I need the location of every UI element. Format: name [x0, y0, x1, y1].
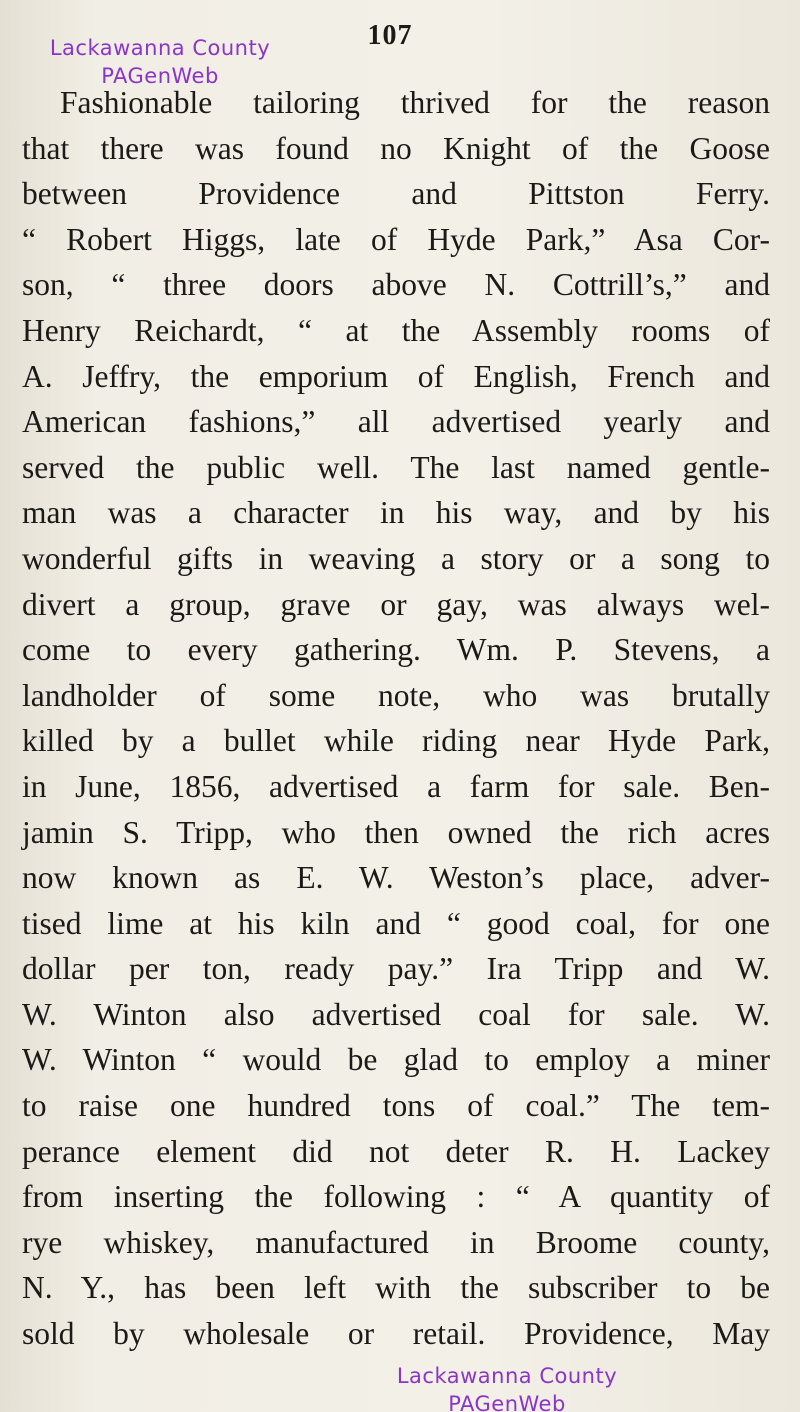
text-line: between Providence and Pittston Ferry.: [22, 176, 770, 212]
text-line: killed by a bullet while riding near Hyde Park,: [22, 723, 770, 759]
text-line: wonderful gifts in weaving a story or a song to: [22, 540, 770, 576]
text-line: rye whiskey, manufactured in Broome county,: [22, 1224, 770, 1260]
text-line: dollar per ton, ready pay.” Ira Tripp and W.: [22, 951, 770, 987]
text-line: to raise one hundred tons of coal.” The tem-: [22, 1088, 770, 1124]
text-line: come to every gathering. Wm. P. Stevens, a: [22, 632, 770, 668]
text-line: served the public well. The last named gentle-: [22, 449, 770, 485]
text-line: son, “ three doors above N. Cottrill’s,” and: [22, 267, 770, 303]
text-line: that there was found no Knight of the Goose: [22, 130, 770, 166]
text-line: “ Robert Higgs, late of Hyde Park,” Asa Cor-: [22, 221, 770, 257]
text-line: man was a character in his way, and by his: [22, 495, 770, 531]
text-line: landholder of some note, who was brutally: [22, 677, 770, 713]
text-line: W. Winton also advertised coal for sale. W.: [22, 996, 770, 1032]
text-line: Fashionable tailoring thrived for the reason: [60, 85, 770, 120]
text-line: A. Jeffry, the emporium of English, French and: [22, 358, 770, 394]
text-line: from inserting the following : “ A quantity of: [22, 1179, 770, 1215]
text-line: jamin S. Tripp, who then owned the rich acres: [22, 814, 770, 850]
body-text: [22, 80, 770, 1357]
text-line: Henry Reichardt, “ at the Assembly rooms of: [22, 312, 770, 348]
text-line: American fashions,” all advertised yearly and: [22, 404, 770, 440]
text-line: now known as E. W. Weston’s place, adver-: [22, 860, 770, 896]
watermark-top-line1: Lackawanna County: [49, 36, 271, 60]
watermark-bottom-line2: PAGenWeb: [448, 1392, 566, 1412]
watermark-top-line2: PAGenWeb: [101, 64, 219, 88]
text-line: sold by wholesale or retail. Providence, May: [22, 1316, 770, 1352]
page-number: 107: [367, 20, 413, 51]
text-line: in June, 1856, advertised a farm for sale. Ben-: [22, 768, 770, 804]
watermark-bottom-line1: Lackawanna County: [396, 1364, 618, 1388]
watermark-bottom: [372, 1362, 642, 1412]
text-line: divert a group, grave or gay, was always wel-: [22, 586, 770, 622]
text-line: N. Y., has been left with the subscriber to be: [22, 1270, 770, 1306]
text-line: W. Winton “ would be glad to employ a miner: [22, 1042, 770, 1078]
text-line: perance element did not deter R. H. Lackey: [22, 1133, 770, 1169]
text-line: tised lime at his kiln and “ good coal, for one: [22, 905, 770, 941]
